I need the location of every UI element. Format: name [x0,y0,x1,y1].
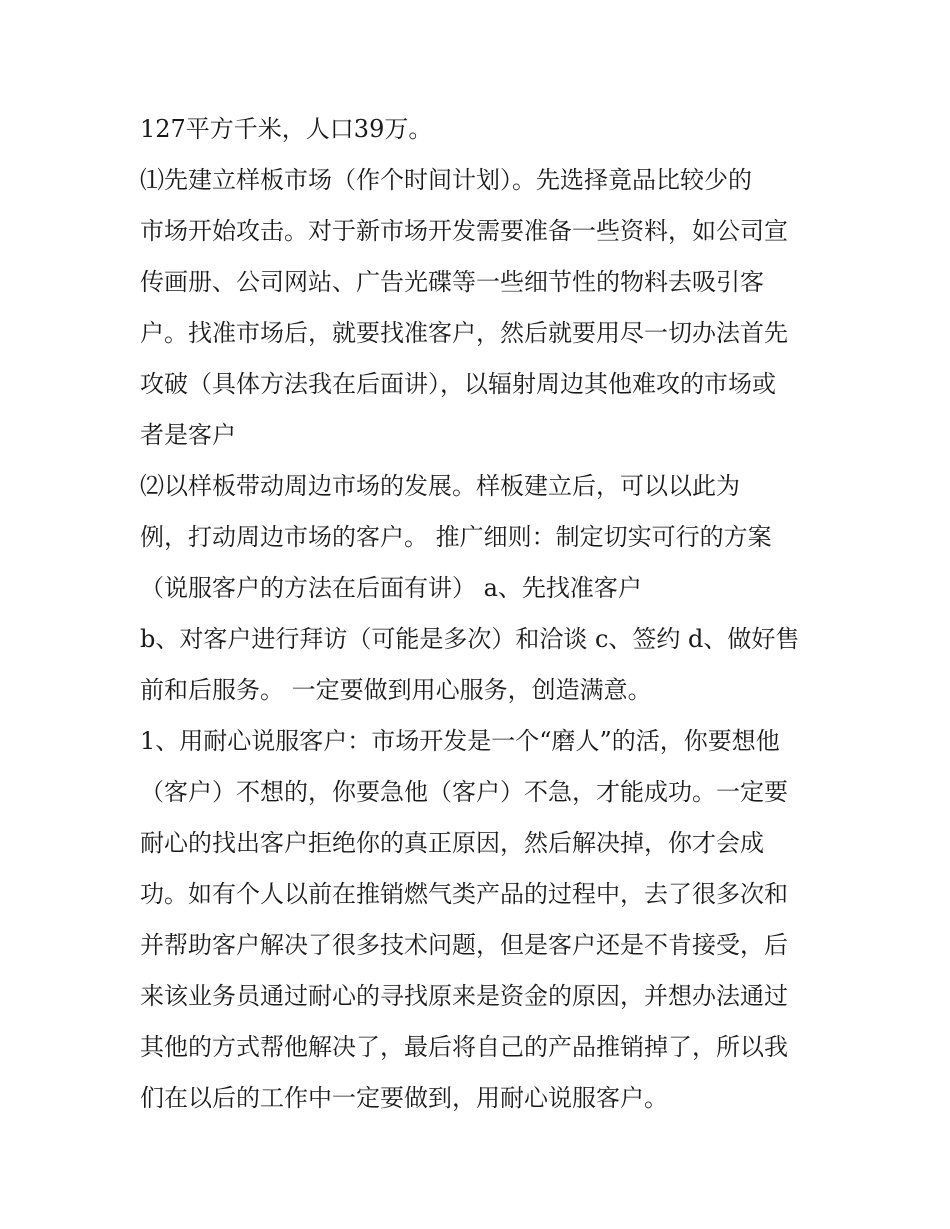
text-line: 攻破（具体方法我在后面讲），以辐射周边其他难攻的市场或 [140,370,776,398]
text-line: b、对客户进行拜访（可能是多次）和洽谈 c、签约 d、做好售 [140,625,800,653]
text-line: 127平方千米，人口39万。 [140,115,433,143]
text-line: 传画册、公司网站、广告光碟等一些细节性的物料去吸引客 [140,268,764,296]
text-line: 者是客户 [140,421,236,449]
text-line: 耐心的找出客户拒绝你的真正原因，然后解决掉，你才会成 [140,829,764,857]
text-line: 1、用耐心说服客户：市场开发是一个“磨人”的活，你要想他 [140,727,780,755]
text-line: 前和后服务。 一定要做到用心服务，创造满意。 [140,676,652,704]
text-line: 并帮助客户解决了很多技术问题，但是客户还是不肯接受，后 [140,931,788,959]
text-line: （说服客户的方法在后面有讲） a、先找准客户 [140,574,642,602]
text-line: 例，打动周边市场的客户。 推广细则：制定切实可行的方案 [140,523,772,551]
text-line: ⑴先建立样板市场（作个时间计划）。先选择竟品比较少的 [140,166,752,194]
text-line: 户。找准市场后，就要找准客户，然后就要用尽一切办法首先 [140,319,788,347]
text-line: 功。如有个人以前在推销燃气类产品的过程中，去了很多次和 [140,880,788,908]
text-line: 们在以后的工作中一定要做到，用耐心说服客户。 [140,1084,668,1112]
text-line: ⑵以样板带动周边市场的发展。样板建立后，可以以此为 [140,472,740,500]
text-line: （客户）不想的，你要急他（客户）不急，才能成功。一定要 [140,778,788,806]
text-line: 市场开始攻击。对于新市场开发需要准备一些资料，如公司宣 [140,217,788,245]
document-body [140,104,830,1124]
text-line: 其他的方式帮他解决了，最后将自己的产品推销掉了，所以我 [140,1033,788,1061]
text-line: 来该业务员通过耐心的寻找原来是资金的原因，并想办法通过 [140,982,788,1010]
